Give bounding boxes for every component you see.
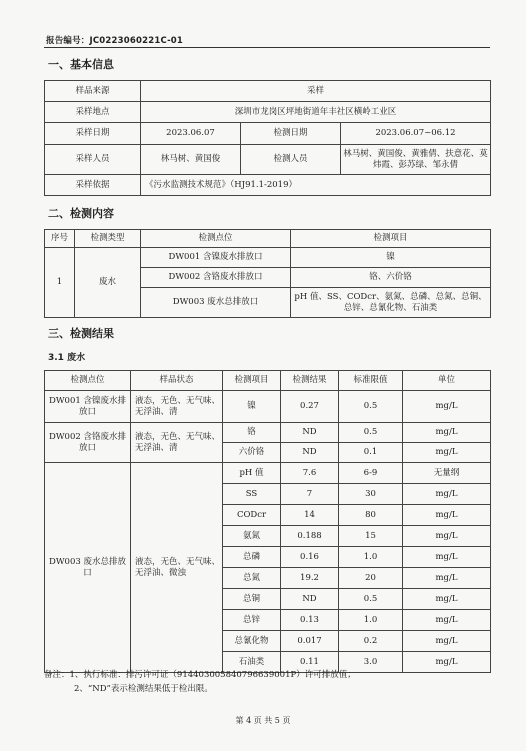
content-items: 铬、六价铬 [291,268,491,288]
result-unit: mg/L [403,443,491,463]
content-point: DW001 含镍废水排放口 [141,248,291,268]
result-unit: mg/L [403,610,491,631]
label-tester: 检测人员 [241,145,341,175]
header-unit: 单位 [403,371,491,391]
result-unit: mg/L [403,568,491,589]
header-state: 样品状态 [131,371,223,391]
note-line: 2、“ND”表示检测结果低于检出限。 [74,684,213,694]
result-item: 六价铬 [223,443,281,463]
result-item: 总氮 [223,568,281,589]
value-sample-location: 深圳市龙岗区坪地街道年丰社区横岭工业区 [141,102,491,123]
subsection-wastewater: 3.1 废水 [48,353,86,363]
result-value: 7 [281,484,339,505]
header-point: 检测点位 [45,371,131,391]
result-unit: mg/L [403,589,491,610]
result-value: ND [281,589,339,610]
result-unit: mg/L [403,547,491,568]
result-item: 石油类 [223,652,281,673]
result-unit: mg/L [403,652,491,673]
value-sample-date: 2023.06.07 [141,123,241,145]
result-state: 液态，无色、无气味、无浮油、清 [131,423,223,463]
note-line: 备注：1、执行标准：排污许可证（914403005840796639001P）许可排放值； [44,670,356,680]
result-value: 19.2 [281,568,339,589]
result-value: ND [281,423,339,443]
content-items: pH 值、SS、CODcr、氨氮、总磷、总氮、总铜、总锌、总氰化物、石油类 [291,288,491,318]
result-item: 总磷 [223,547,281,568]
result-item: pH 值 [223,463,281,484]
result-limit: 0.1 [339,443,403,463]
header-rule [44,47,490,48]
content-type: 废水 [75,248,141,318]
results-table [44,370,491,673]
test-content-table [44,229,491,318]
result-point: DW001 含镍废水排放口 [45,391,131,423]
result-limit: 3.0 [339,652,403,673]
result-value: 0.27 [281,391,339,423]
result-state: 液态，无色、无气味、无浮油、微浊 [131,463,223,673]
section-test-content-title: 二、检测内容 [48,207,114,220]
header-result: 检测结果 [281,371,339,391]
result-item: 总铜 [223,589,281,610]
label-test-date: 检测日期 [241,123,341,145]
result-value: 0.017 [281,631,339,652]
result-limit: 30 [339,484,403,505]
result-unit: mg/L [403,423,491,443]
label-sample-location: 采样地点 [45,102,141,123]
result-item: 总锌 [223,610,281,631]
result-unit: mg/L [403,631,491,652]
result-unit: mg/L [403,505,491,526]
result-unit: mg/L [403,484,491,505]
header-seq: 序号 [45,230,75,248]
result-unit: 无量纲 [403,463,491,484]
value-sample-source: 采样 [141,81,491,102]
report-number: 报告编号：JC0223060221C-01 [46,36,184,46]
content-point: DW002 含铬废水排放口 [141,268,291,288]
header-limit: 标准限值 [339,371,403,391]
result-limit: 1.0 [339,547,403,568]
header-item: 检测项目 [223,371,281,391]
page-footer: 第 4 页 共 5 页 [235,716,291,725]
result-value: 0.11 [281,652,339,673]
result-limit: 0.5 [339,391,403,423]
result-value: 0.188 [281,526,339,547]
result-unit: mg/L [403,391,491,423]
result-item: 铬 [223,423,281,443]
header-point: 检测点位 [141,230,291,248]
result-item: 总氰化物 [223,631,281,652]
content-point: DW003 废水总排放口 [141,288,291,318]
label-sampling-basis: 采样依据 [45,175,141,196]
result-point: DW003 废水总排放口 [45,463,131,673]
result-item: 镍 [223,391,281,423]
section-results-title: 三、检测结果 [48,327,114,340]
value-sampler: 林马树、黄国俊 [141,145,241,175]
result-item: 氨氮 [223,526,281,547]
result-value: 0.16 [281,547,339,568]
result-value: 7.6 [281,463,339,484]
results-notes [44,668,490,696]
content-items: 镍 [291,248,491,268]
result-state: 液态，无色、无气味、无浮油、清 [131,391,223,423]
result-point: DW002 含铬废水排放口 [45,423,131,463]
result-limit: 20 [339,568,403,589]
result-value: ND [281,443,339,463]
header-type: 检测类型 [75,230,141,248]
result-unit: mg/L [403,526,491,547]
result-limit: 6-9 [339,463,403,484]
result-item: SS [223,484,281,505]
value-test-date: 2023.06.07~06.12 [341,123,491,145]
result-limit: 1.0 [339,610,403,631]
label-sample-date: 采样日期 [45,123,141,145]
value-tester: 林马树、黄国俊、黄雅倩、扶意花、莫炜霞、彭苏绿、邹永倩 [341,145,491,175]
label-sample-source: 样品来源 [45,81,141,102]
result-limit: 0.5 [339,589,403,610]
result-value: 0.13 [281,610,339,631]
result-limit: 0.2 [339,631,403,652]
result-limit: 0.5 [339,423,403,443]
result-value: 14 [281,505,339,526]
basic-info-table [44,80,491,196]
content-seq: 1 [45,248,75,318]
result-limit: 80 [339,505,403,526]
value-sampling-basis: 《污水监测技术规范》（HJ91.1-2019） [141,175,491,196]
label-sampler: 采样人员 [45,145,141,175]
section-basic-info-title: 一、基本信息 [48,58,114,71]
result-item: CODcr [223,505,281,526]
result-limit: 15 [339,526,403,547]
header-items: 检测项目 [291,230,491,248]
